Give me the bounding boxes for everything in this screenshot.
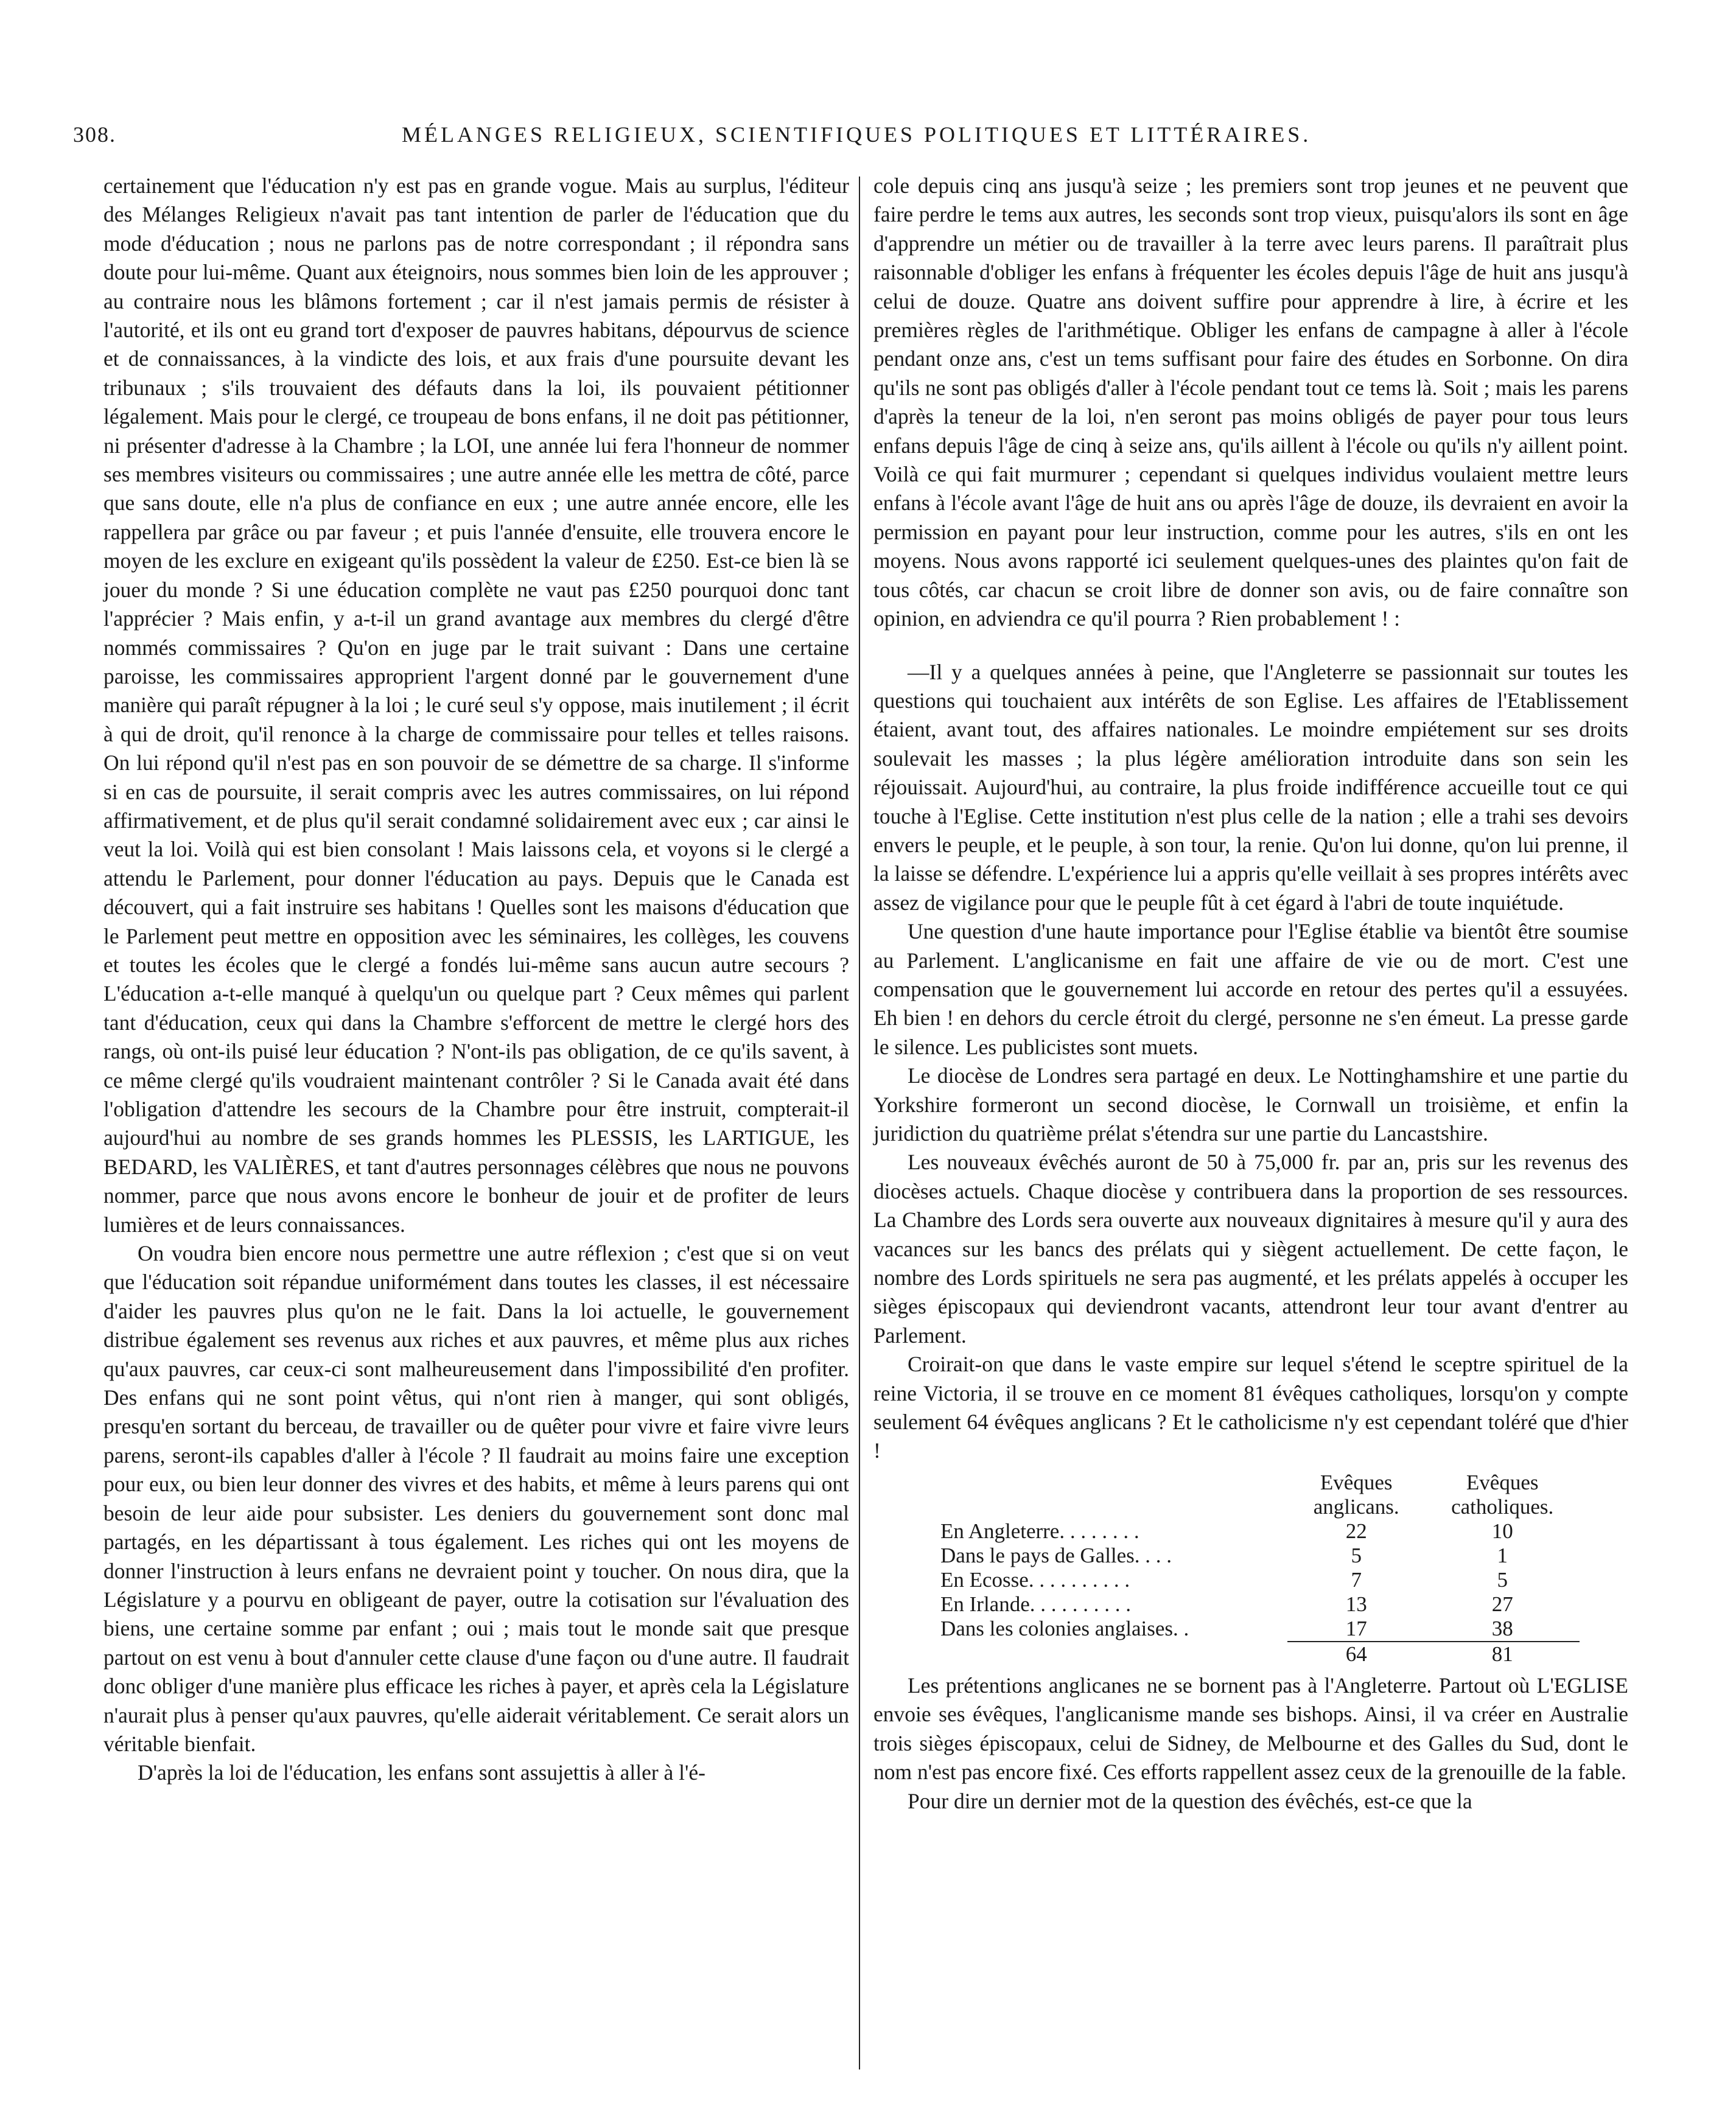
totals-label: [934, 1642, 1287, 1667]
left-column: [103, 172, 849, 1788]
catholic-count: 10: [1491, 1519, 1513, 1543]
anglican-count: 5: [1351, 1543, 1362, 1567]
catholic-count: 27: [1491, 1592, 1513, 1616]
table-row: [934, 1519, 1580, 1544]
left-paragraph-1: certainement que l'éducation n'y est pas en grande vogue. Mais au surplus, l'éditeur des Mélanges Religieux n'avait pas tant intention de parler de l'éducation que du mode d'éducation ; nous ne parlons pas de notre correspondant ; il répondra sans doute pour lui-même. Quant aux éteignoirs, nous sommes bien loin de les approuver ; au contraire nous les blâmons fortement ; car il n'est jamais permis de résister à l'autorité, et ils ont eu grand tort d'exposer de pauvres habitans, dépourvus de science et de connaissances, à la vindicte des lois, et aux frais d'une poursuite devant les tribunaux ; s'ils trouvaient des défauts dans la loi, ils pouvaient pétitionner légalement. Mais pour le clergé, ce troupeau de bons enfans, il ne doit pas pétitionner, ni présenter d'adresse à la Chambre ; la LOI, une année lui fera l'honneur de nommer ses membres visiteurs ou commissaires ; une autre année elle les mettra de côté, parce que sans doute, elle n'a plus de confiance en eux ; une autre année encore, elle les rappellera par grâce ou par faveur ; et puis l'année d'ensuite, elle trouvera encore le moyen de les exclure en exigeant qu'ils possèdent la valeur de £250. Est-ce bien là se jouer du monde ? Si une éducation complète ne vaut pas £250 pourquoi donc tant l'apprécier ? Mais enfin, y a-t-il un grand avantage aux membres du clergé d'être nommés commissaires ? Qu'on en juge par le trait suivant : Dans une certaine paroisse, les commissaires approprient l'argent donné par le gouvernement d'une manière qui paraît répugner à la loi ; le curé seul s'y oppose, mais inutilement ; il écrit à qui de droit, qu'il renonce à la charge de commissaire pour telles et telles raisons. On lui répond qu'il n'est pas en son pouvoir de se démettre de sa charge. Il s'informe si en cas de poursuite, il serait compris avec les autres commissaires, on lui répond affirmativement, et de plus qu'il serait condamné solidairement avec eux ; car ainsi le veut la loi. Voilà qui est bien consolant ! Mais laissons cela, et voyons si le clergé a attendu le Parlement, pour donner l'éducation au pays. Depuis que le Canada est découvert, qui a fait instruire ses habitans ! Quelles sont les maisons d'éducation que le Parlement peut mettre en opposition avec les séminaires, les collèges, les couvens et toutes les écoles que le clergé a fondés lui-même sans aucun autre secours ? L'éducation a-t-elle manqué à quelqu'un ou quelque part ? Ceux mêmes qui parlent tant d'éducation, ceux qui dans la Chambre s'efforcent de mettre le clergé hors des rangs, où ont-ils puisé leur éducation ? N'ont-ils pas obligation, de ce qu'ils savent, à ce même clergé qu'ils voudraient maintenant contrôler ? Si le Canada avait été dans l'obligation d'attendre les secours de la Chambre pour être instruit, compterait-il aujourd'hui au nombre de ses grands hommes les PLESSIS, les LARTIGUE, les BEDARD, les VALIÈRES, et tant d'autres personnages célèbres que nous ne pouvons nommer, parce que nous avons encore le bonheur de jouir et de profiter de leurs lumières et de leurs connaissances.: [103, 173, 849, 1237]
right-paragraph-7: Les prétentions anglicanes ne se bornent pas à l'Angleterre. Partout où L'EGLISE envoie ses évêques, l'anglicanisme mande ses bishops. Ainsi, il va créer en Australie trois sièges épiscopaux, celui de Sidney, de Melbourne et des Galles du Sud, dont le nom n'est pas encore fixé. Ces efforts rappellent assez ceux de la grenouille de la fable.: [873, 1673, 1628, 1785]
row-label: Dans les colonies anglaises. .: [940, 1617, 1189, 1641]
anglican-count: 7: [1351, 1567, 1362, 1592]
right-paragraph-6: Croirait-on que dans le vaste empire sur lequel s'étend le sceptre spirituel de la reine Victoria, il se trouve en ce moment 81 évêques catholiques, lorsqu'on y compte seulement 64 évêques anglicans ? Et le catholicisme n'y est cependant toléré que d'hier !: [873, 1352, 1628, 1463]
catholic-count: 1: [1497, 1543, 1508, 1567]
anglican-count: 22: [1345, 1519, 1367, 1543]
header-catholic: Evêques catholiques.: [1451, 1470, 1554, 1519]
row-label: Dans le pays de Galles. . . .: [940, 1543, 1172, 1567]
catholic-count: 5: [1497, 1567, 1508, 1592]
total-catholic: 81: [1425, 1642, 1580, 1667]
table-row: [934, 1592, 1580, 1617]
left-paragraph-3: D'après la loi de l'éducation, les enfans sont assujettis à aller à l'é-: [138, 1760, 706, 1785]
page-number: 308.: [73, 122, 116, 147]
bishops-table-blank-header: [934, 1471, 1287, 1519]
table-row: [934, 1568, 1580, 1592]
left-paragraph-2: On voudra bien encore nous permettre une autre réflexion ; c'est que si on veut que l'éducation soit répandue uniformément dans toutes les classes, il est nécessaire d'aider les pauvres plus qu'on ne le fait. Dans la loi actuelle, le gouvernement distribue également ses revenus aux riches et aux pauvres, et même plus aux riches qu'aux pauvres, car ceux-ci sont malheureusement dans l'impossibilité d'en profiter. Des enfans qui ne sont point vêtus, qui n'ont rien à manger, qui sont obligés, presqu'en sortant du berceau, de travailler ou de quêter pour vivre et faire vivre leurs parens, seront-ils capables d'aller à l'école ? Il faudrait au moins faire une exception pour eux, ou bien leur donner des vivres et des habits, et même à leurs parens qui ont besoin de leur aide pour subsister. Les deniers du gouvernement sont donc mal partagés, en les départissant à tous également. Les riches qui ont les moyens de donner l'instruction à leurs enfans ne devraient point y toucher. On nous dira, que la Législature y a pourvu en obligeant de payer, outre la cotisation sur l'évaluation des biens, une certaine somme par enfant ; oui ; mais tout le monde sait que presque partout on est venu à bout d'annuler cette clause d'une façon ou d'une autre. Il faudrait donc obliger d'une manière plus efficace les riches à payer, et après cela la Législature n'aurait plus à penser qu'aux pauvres, qu'elle aiderait véritablement. Ce serait alors un véritable bienfait.: [103, 1241, 849, 1756]
total-anglican: 64: [1287, 1642, 1425, 1667]
bishops-table: [934, 1471, 1580, 1667]
bishops-table-header: [934, 1471, 1580, 1519]
right-paragraph-2: —Il y a quelques années à peine, que l'Angleterre se passionnait sur toutes les questions qui touchaient aux intérêts de son Eglise. Les affaires de l'Etablissement étaient, avant tout, des affaires nationales. Le moindre empiétement sur ses droits soulevait les masses ; la plus légère amélioration introduite dans son sein les réjouissait. Aujourd'hui, au contraire, la plus froide indifférence accueille tout ce qui touche à l'Eglise. Cette institution n'est plus celle de la nation ; elle a trahi ses devoirs envers le peuple, et le peuple, à son tour, la renie. Qu'on lui donne, qu'on lui prenne, il la laisse se défendre. L'expérience lui a appris qu'elle veillait à ses propres intérêts avec assez de vigilance pour que le peuple fût à cet égard à l'abri de toute inquiétude.: [873, 659, 1628, 915]
table-row: [934, 1544, 1580, 1568]
anglican-count: 13: [1345, 1592, 1367, 1616]
page-header: [73, 122, 1631, 158]
right-paragraph-1: cole depuis cinq ans jusqu'à seize ; les premiers sont trop jeunes et ne peuvent que faire perdre le tems aux autres, les seconds sont trop vieux, puisqu'alors ils sont en âge d'apprendre un métier ou de travailler à la terre avec leurs parens. Il paraîtrait plus raisonnable d'obliger les enfans à fréquenter les écoles depuis l'âge de huit ans jusqu'à celui de douze. Quatre ans doivent suffire pour apprendre à lire, à écrire et les premières règles de l'arithmétique. Obliger les enfans de campagne à aller à l'école pendant onze ans, c'est un tems suffisant pour faire des études en Sorbonne. On dira qu'ils ne sont pas obligés d'aller à l'école pendant tout ce tems là. Soit ; mais les parens d'après la teneur de la loi, n'en seront pas moins obligés de payer pour tous leurs enfans depuis l'âge de cinq à seize ans, qu'ils aillent à l'école ou qu'ils n'y aillent point. Voilà ce qui fait murmurer ; cependant si quelques individus voulaient mettre leurs enfans à l'école avant l'âge de huit ans ou après l'âge de douze, ils devraient en avoir la permission en payant pour leur instruction, comme pour les autres, s'ils en ont les moyens. Nous avons rapporté ici seulement quelques-unes des plaintes qu'on fait de tous côtés, car chacun se croit libre de donner son avis, ou de faire connaître son opinion, en adviendra ce qu'il pourra ? Rien probablement ! :: [873, 173, 1628, 631]
right-paragraph-3: Une question d'une haute importance pour l'Eglise établie va bientôt être soumise au Parlement. L'anglicanisme en fait une affaire de vie ou de mort. C'est une compensation que le gouvernement lui accorde en retour des pertes qu'il a essuyées. Eh bien ! en dehors du cercle étroit du clergé, personne ne s'en émeut. La presse garde le silence. Les publicistes sont muets.: [873, 919, 1628, 1059]
right-paragraph-8: Pour dire un dernier mot de la question des évêchés, est-ce que la: [908, 1788, 1472, 1813]
header-anglican: Evêques anglicans.: [1313, 1470, 1399, 1519]
right-column: [873, 172, 1628, 1816]
right-paragraph-4: Le diocèse de Londres sera partagé en deux. Le Nottinghamshire et une partie du Yorkshire formeront un second diocèse, le Cornwall un troisième, et enfin la juridiction du quatrième prélat s'étendra sur une partie du Lancastshire.: [873, 1063, 1628, 1146]
row-label: En Ecosse. . . . . . . . . .: [940, 1567, 1130, 1592]
running-title: MÉLANGES RELIGIEUX, SCIENTIFIQUES POLITIQUES ET LITTÉRAIRES.: [402, 122, 1312, 147]
anglican-count: 17: [1345, 1616, 1367, 1640]
row-label: En Irlande. . . . . . . . . .: [940, 1592, 1131, 1616]
right-paragraph-5: Les nouveaux évêchés auront de 50 à 75,000 fr. par an, pris sur les revenus des diocèses actuels. Chaque diocèse y contribuera dans la proportion de ses ressources. La Chambre des Lords sera ouverte aux nouveaux dignitaires à mesure qu'il y aura des vacances sur les bancs des prélats qui y siègent actuellement. De cette façon, le nombre des Lords spirituels ne sera pas augmenté, et les prélats appelés à occuper les sièges épiscopaux qui deviendront vacants, attendront leur tour avant d'entrer au Parlement.: [873, 1150, 1628, 1348]
row-label: En Angleterre. . . . . . . .: [940, 1519, 1139, 1543]
catholic-count: 38: [1491, 1616, 1513, 1640]
totals-row: [934, 1642, 1580, 1667]
table-row: [934, 1617, 1580, 1642]
column-divider: [859, 177, 860, 2069]
